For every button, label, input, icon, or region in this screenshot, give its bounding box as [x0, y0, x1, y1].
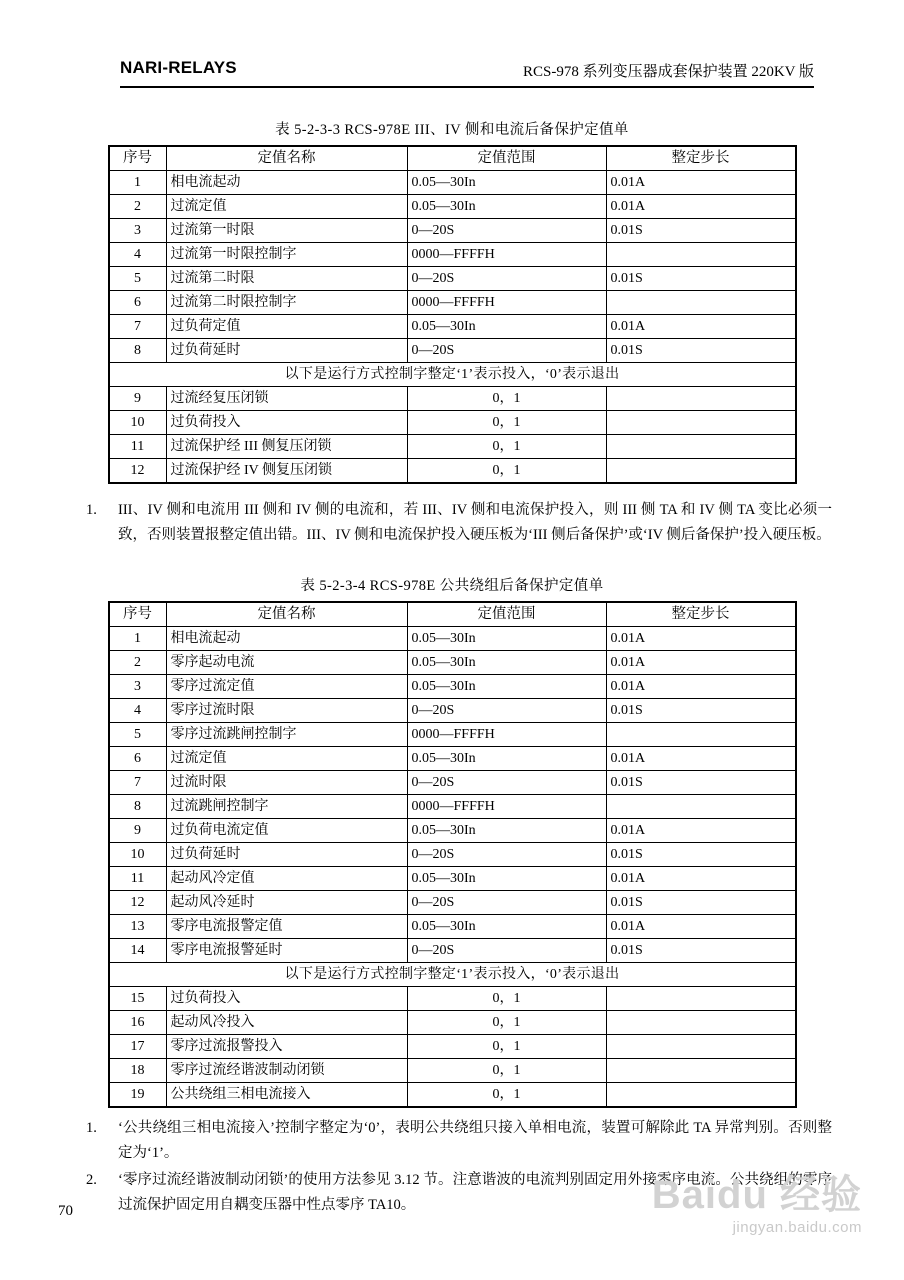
table-row: [109, 723, 796, 747]
table-row: [109, 267, 796, 291]
cell-step: 0.01A: [606, 195, 796, 219]
column-header-name: 定值名称: [166, 602, 407, 627]
table-iii-iv-side-current-backup-protection: [108, 145, 797, 484]
cell-range: 0，1: [407, 459, 606, 484]
column-header-step: 整定步长: [606, 146, 796, 171]
cell-range: 0000—FFFFH: [407, 243, 606, 267]
cell-step: 0.01S: [606, 843, 796, 867]
table-row: [109, 291, 796, 315]
cell-range: 0，1: [407, 987, 606, 1011]
cell-range: 0.05—30In: [407, 819, 606, 843]
column-header-name: 定值名称: [166, 146, 407, 171]
cell-name: 零序起动电流: [166, 651, 407, 675]
cell-name: 零序电流报警定值: [166, 915, 407, 939]
cell-range: 0—20S: [407, 939, 606, 963]
cell-step: 0.01A: [606, 915, 796, 939]
table-row: [109, 627, 796, 651]
separator-text: 以下是运行方式控制字整定‘1’表示投入，‘0’表示退出: [109, 363, 796, 387]
table-row: [109, 219, 796, 243]
cell-name: 零序电流报警延时: [166, 939, 407, 963]
cell-range: 0，1: [407, 1059, 606, 1083]
table-separator-row: [109, 963, 796, 987]
table-separator-row: [109, 363, 796, 387]
table-row: [109, 651, 796, 675]
watermark: [652, 1175, 862, 1236]
cell-no: 1: [109, 627, 167, 651]
cell-no: 11: [109, 867, 167, 891]
cell-no: 3: [109, 675, 167, 699]
watermark-main-text: Baidu 经验: [651, 1173, 862, 1217]
cell-step: 0.01A: [606, 627, 796, 651]
watermark-sub-text: jingyan.baidu.com: [732, 1219, 862, 1236]
cell-step: 0.01S: [606, 267, 796, 291]
cell-name: 过负荷电流定值: [166, 819, 407, 843]
table2-caption: 表 5-2-3-4 RCS-978E 公共绕组后备保护定值单: [300, 578, 604, 594]
cell-step: [606, 435, 796, 459]
cell-name: 零序过流报警投入: [166, 1035, 407, 1059]
cell-step: [606, 291, 796, 315]
cell-no: 1: [109, 171, 167, 195]
page-number: 70: [58, 1203, 73, 1219]
table-row: [109, 1059, 796, 1083]
cell-name: 公共绕组三相电流接入: [166, 1083, 407, 1108]
cell-name: 零序过流跳闸控制字: [166, 723, 407, 747]
cell-name: 相电流起动: [166, 171, 407, 195]
cell-range: 0.05—30In: [407, 171, 606, 195]
table-row: [109, 939, 796, 963]
cell-range: 0—20S: [407, 771, 606, 795]
cell-no: 16: [109, 1011, 167, 1035]
cell-range: 0000—FFFFH: [407, 723, 606, 747]
page-header: [72, 0, 832, 96]
notes-list-1: [72, 498, 832, 548]
column-header-step: 整定步长: [606, 602, 796, 627]
cell-no: 5: [109, 723, 167, 747]
note-number: 1.: [86, 1120, 97, 1136]
cell-no: 8: [109, 795, 167, 819]
note-text: III、IV 侧和电流用 III 侧和 IV 侧的电流和，若 III、IV 侧和电流保护投入，则 III 侧 TA 和 IV 侧 TA 变比必须一致，否则装置报整定值出错。III、IV 侧和电流保护投入硬压板为‘III 侧后备保护’或‘IV 侧后备保护’投入硬压板。: [118, 502, 832, 543]
cell-name: 过负荷定值: [166, 315, 407, 339]
table-row: [109, 819, 796, 843]
cell-step: [606, 459, 796, 484]
cell-name: 起动风冷定值: [166, 867, 407, 891]
note-item: [72, 498, 832, 548]
table-row: [109, 843, 796, 867]
table-row: [109, 1011, 796, 1035]
cell-name: 起动风冷投入: [166, 1011, 407, 1035]
cell-range: 0—20S: [407, 891, 606, 915]
table-row: [109, 1083, 796, 1108]
cell-step: 0.01A: [606, 651, 796, 675]
cell-no: 10: [109, 843, 167, 867]
cell-no: 8: [109, 339, 167, 363]
table-row: [109, 387, 796, 411]
note-text: ‘零序过流经谐波制动闭锁’的使用方法参见 3.12 节。注意谐波的电流判别固定用外接零序电流。公共绕组的零序过流保护固定用自耦变压器中性点零序 TA10。: [118, 1172, 832, 1213]
table-row: [109, 459, 796, 484]
cell-range: 0.05—30In: [407, 867, 606, 891]
cell-range: 0.05—30In: [407, 195, 606, 219]
cell-name: 过流第一时限: [166, 219, 407, 243]
column-header-range: 定值范围: [407, 602, 606, 627]
cell-step: 0.01S: [606, 219, 796, 243]
cell-range: 0，1: [407, 1035, 606, 1059]
cell-range: 0000—FFFFH: [407, 795, 606, 819]
cell-range: 0.05—30In: [407, 675, 606, 699]
cell-range: 0.05—30In: [407, 651, 606, 675]
cell-step: 0.01S: [606, 339, 796, 363]
cell-step: 0.01A: [606, 819, 796, 843]
cell-no: 12: [109, 891, 167, 915]
cell-step: [606, 795, 796, 819]
cell-name: 过流保护经 IV 侧复压闭锁: [166, 459, 407, 484]
cell-name: 零序过流时限: [166, 699, 407, 723]
table-row: [109, 675, 796, 699]
table-common-winding-backup-protection: [108, 601, 797, 1108]
note-item: [72, 1116, 832, 1166]
cell-no: 4: [109, 243, 167, 267]
cell-no: 18: [109, 1059, 167, 1083]
cell-no: 12: [109, 459, 167, 484]
cell-no: 7: [109, 771, 167, 795]
cell-name: 过流时限: [166, 771, 407, 795]
separator-text: 以下是运行方式控制字整定‘1’表示投入，‘0’表示退出: [109, 963, 796, 987]
document-title: RCS-978 系列变压器成套保护装置 220KV 版: [523, 64, 814, 80]
cell-name: 过流经复压闭锁: [166, 387, 407, 411]
cell-no: 9: [109, 819, 167, 843]
column-header-range: 定值范围: [407, 146, 606, 171]
cell-name: 过流定值: [166, 747, 407, 771]
table-row: [109, 699, 796, 723]
cell-name: 零序过流定值: [166, 675, 407, 699]
cell-no: 5: [109, 267, 167, 291]
table-header-row: [109, 146, 796, 171]
column-header-no: 序号: [109, 146, 167, 171]
table-row: [109, 891, 796, 915]
cell-range: 0—20S: [407, 219, 606, 243]
cell-step: [606, 1011, 796, 1035]
cell-step: [606, 411, 796, 435]
cell-range: 0，1: [407, 387, 606, 411]
cell-range: 0.05—30In: [407, 915, 606, 939]
cell-step: 0.01A: [606, 747, 796, 771]
cell-range: 0000—FFFFH: [407, 291, 606, 315]
cell-range: 0—20S: [407, 699, 606, 723]
cell-name: 过流保护经 III 侧复压闭锁: [166, 435, 407, 459]
cell-name: 过负荷延时: [166, 339, 407, 363]
cell-no: 6: [109, 291, 167, 315]
table-row: [109, 435, 796, 459]
note-number: 1.: [86, 502, 97, 518]
cell-name: 过负荷投入: [166, 411, 407, 435]
column-header-no: 序号: [109, 602, 167, 627]
table-row: [109, 195, 796, 219]
cell-step: 0.01A: [606, 867, 796, 891]
table-row: [109, 987, 796, 1011]
brand-logo: NARI-RELAYS: [120, 58, 237, 77]
cell-no: 10: [109, 411, 167, 435]
table-row: [109, 243, 796, 267]
cell-step: [606, 243, 796, 267]
cell-name: 过负荷延时: [166, 843, 407, 867]
table-row: [109, 411, 796, 435]
cell-range: 0.05—30In: [407, 747, 606, 771]
cell-step: 0.01A: [606, 315, 796, 339]
cell-name: 起动风冷延时: [166, 891, 407, 915]
cell-no: 11: [109, 435, 167, 459]
cell-range: 0，1: [407, 1011, 606, 1035]
cell-step: [606, 723, 796, 747]
cell-no: 15: [109, 987, 167, 1011]
table-row: [109, 747, 796, 771]
cell-step: [606, 1035, 796, 1059]
table1-caption: 表 5-2-3-3 RCS-978E III、IV 侧和电流后备保护定值单: [275, 122, 629, 138]
cell-name: 过负荷投入: [166, 987, 407, 1011]
cell-range: 0，1: [407, 1083, 606, 1108]
cell-no: 17: [109, 1035, 167, 1059]
cell-name: 过流定值: [166, 195, 407, 219]
table-row: [109, 1035, 796, 1059]
section-spacer: [72, 550, 832, 574]
cell-no: 14: [109, 939, 167, 963]
cell-no: 2: [109, 651, 167, 675]
table-row: [109, 867, 796, 891]
cell-no: 4: [109, 699, 167, 723]
cell-range: 0—20S: [407, 339, 606, 363]
cell-no: 19: [109, 1083, 167, 1108]
cell-no: 6: [109, 747, 167, 771]
cell-step: 0.01A: [606, 171, 796, 195]
table-row: [109, 915, 796, 939]
table-row: [109, 171, 796, 195]
cell-name: 零序过流经谐波制动闭锁: [166, 1059, 407, 1083]
cell-name: 过流第二时限: [166, 267, 407, 291]
cell-range: 0，1: [407, 411, 606, 435]
cell-step: 0.01A: [606, 675, 796, 699]
cell-step: 0.01S: [606, 939, 796, 963]
table-row: [109, 339, 796, 363]
cell-name: 过流跳闸控制字: [166, 795, 407, 819]
cell-name: 过流第二时限控制字: [166, 291, 407, 315]
cell-range: 0，1: [407, 435, 606, 459]
table-row: [109, 795, 796, 819]
cell-step: [606, 1083, 796, 1108]
cell-name: 过流第一时限控制字: [166, 243, 407, 267]
header-divider: [120, 86, 814, 88]
cell-no: 9: [109, 387, 167, 411]
cell-step: [606, 1059, 796, 1083]
cell-step: 0.01S: [606, 891, 796, 915]
cell-range: 0—20S: [407, 843, 606, 867]
cell-range: 0.05—30In: [407, 315, 606, 339]
cell-no: 13: [109, 915, 167, 939]
cell-step: 0.01S: [606, 699, 796, 723]
cell-range: 0—20S: [407, 267, 606, 291]
cell-step: [606, 387, 796, 411]
cell-step: 0.01S: [606, 771, 796, 795]
note-text: ‘公共绕组三相电流接入’控制字整定为‘0’，表明公共绕组只接入单相电流，装置可解除此 TA 异常判别。否则整定为‘1’。: [118, 1120, 832, 1161]
table-header-row: [109, 602, 796, 627]
table-row: [109, 315, 796, 339]
cell-name: 相电流起动: [166, 627, 407, 651]
cell-no: 2: [109, 195, 167, 219]
cell-range: 0.05—30In: [407, 627, 606, 651]
cell-step: [606, 987, 796, 1011]
table-row: [109, 771, 796, 795]
cell-no: 7: [109, 315, 167, 339]
cell-no: 3: [109, 219, 167, 243]
note-number: 2.: [86, 1172, 97, 1188]
